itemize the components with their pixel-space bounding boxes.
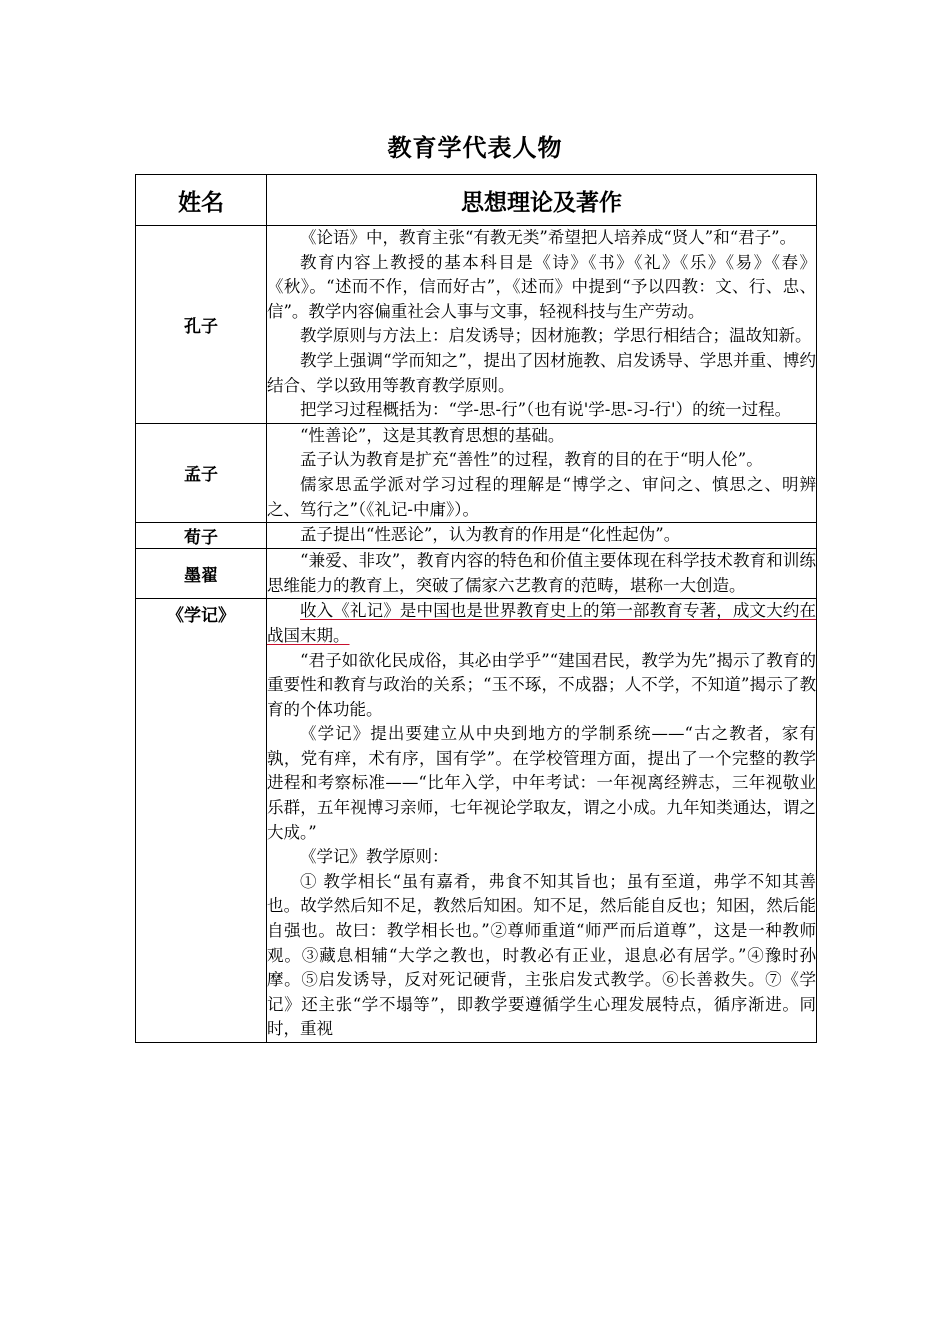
- underlined-text: 收入《礼记》是中国也是世界教育史上的第一部教育专著，成文大约在战国末期。: [267, 601, 816, 645]
- paragraph: 孟子提出“性恶论”，认为教育的作用是“化性起伪”。: [300, 525, 681, 545]
- table-row-xueji: [136, 599, 817, 1043]
- paragraph: “兼爱、非攻”，教育内容的特色和价值主要体现在科学技术教育和训练思维能力的教育上，突破了儒家六艺教育的范畴，堪称一大创造。: [267, 551, 816, 595]
- paragraph: ① 教学相长“虽有嘉肴，弗食不知其旨也；虽有至道，弗学不知其善也。故学然后知不足，教然后知困。知不足，然后能自反也；知困，然后能自强也。故曰：教学相长也。”②尊师重道“师严而后道尊”，这是一种教师观。③藏息相辅“大学之教也，时教必有正业，退息必有居学。”④豫时孙摩。⑤启发诱导，反对死记硬背，主张启发式教学。⑥长善救失。⑦《学记》还主张“学不塌等”，即教学要遵循学生心理发展特点，循序渐进。同时，重视: [267, 871, 816, 1039]
- table-row-modi: [136, 549, 817, 599]
- header-content: 思想理论及著作: [267, 175, 817, 226]
- paragraph: “性善论”，这是其教育思想的基础。: [300, 425, 565, 445]
- row-content: [267, 549, 817, 599]
- table-row-kongzi: [136, 226, 817, 424]
- figures-table: [135, 174, 817, 1043]
- row-content: [267, 523, 817, 549]
- paragraph: “君子如欲化民成俗，其必由学乎”“建国君民，教学为先”揭示了教育的重要性和教育与政治的关系；“玉不琢，不成器；人不学，不知道”揭示了教育的个体功能。: [267, 650, 816, 719]
- paragraph: 教育内容上教授的基本科目是《诗》《书》《礼》《乐》《易》《春》《秋》。“述而不作，信而好古”，《述而》中提到“予以四教：文、行、忠、信”。教学内容偏重社会人事与文事，轻视科技与生产劳动。: [267, 252, 816, 321]
- table-row-xunzi: [136, 523, 817, 549]
- page-title: 教育学代表人物: [387, 134, 563, 162]
- row-content: [267, 599, 817, 1043]
- paragraph: 孟子认为教育是扩充“善性”的过程，教育的目的在于“明人伦”。: [300, 450, 763, 470]
- paragraph: 儒家思孟学派对学习过程的理解是“博学之、审问之、慎思之、明辨之、笃行之”（《礼记-中庸》）。: [267, 474, 816, 519]
- row-name: 墨翟: [136, 549, 267, 599]
- row-name: 《学记》: [136, 599, 267, 1043]
- table-row-mengzi: [136, 423, 817, 522]
- row-content: [267, 226, 817, 424]
- paragraph: 《学记》教学原则：: [300, 847, 449, 867]
- paragraph-underlined: [267, 599, 816, 648]
- paragraph: 《学记》提出要建立从中央到地方的学制系统——“古之教者，家有孰，党有痒，术有序，国有学”。在学校管理方面，提出了一个完整的教学进程和考察标准——“比年入学，中年考试：一年视离经辨志，三年视敬业乐群，五年视博习亲师，七年视论学取友，谓之小成。九年知类通达，谓之大成。”: [267, 724, 816, 842]
- row-content: [267, 423, 817, 522]
- row-name: 孔子: [136, 226, 267, 424]
- paragraph: 教学上强调“学而知之”，提出了因材施教、启发诱导、学思并重、博约结合、学以致用等教育教学原则。: [267, 350, 816, 395]
- row-name: 孟子: [136, 423, 267, 522]
- paragraph: 《论语》中，教育主张“有教无类”希望把人培养成“贤人”和“君子”。: [300, 228, 797, 247]
- row-name: 荀子: [136, 523, 267, 549]
- paragraph: 把学习过程概括为：“学-思-行”（也有说'学-思-习-行'）的统一过程。: [300, 400, 792, 420]
- table-header-row: [136, 175, 817, 226]
- header-name: 姓名: [136, 175, 267, 226]
- paragraph: 教学原则与方法上：启发诱导；因材施教；学思行相结合；温故知新。: [300, 326, 812, 346]
